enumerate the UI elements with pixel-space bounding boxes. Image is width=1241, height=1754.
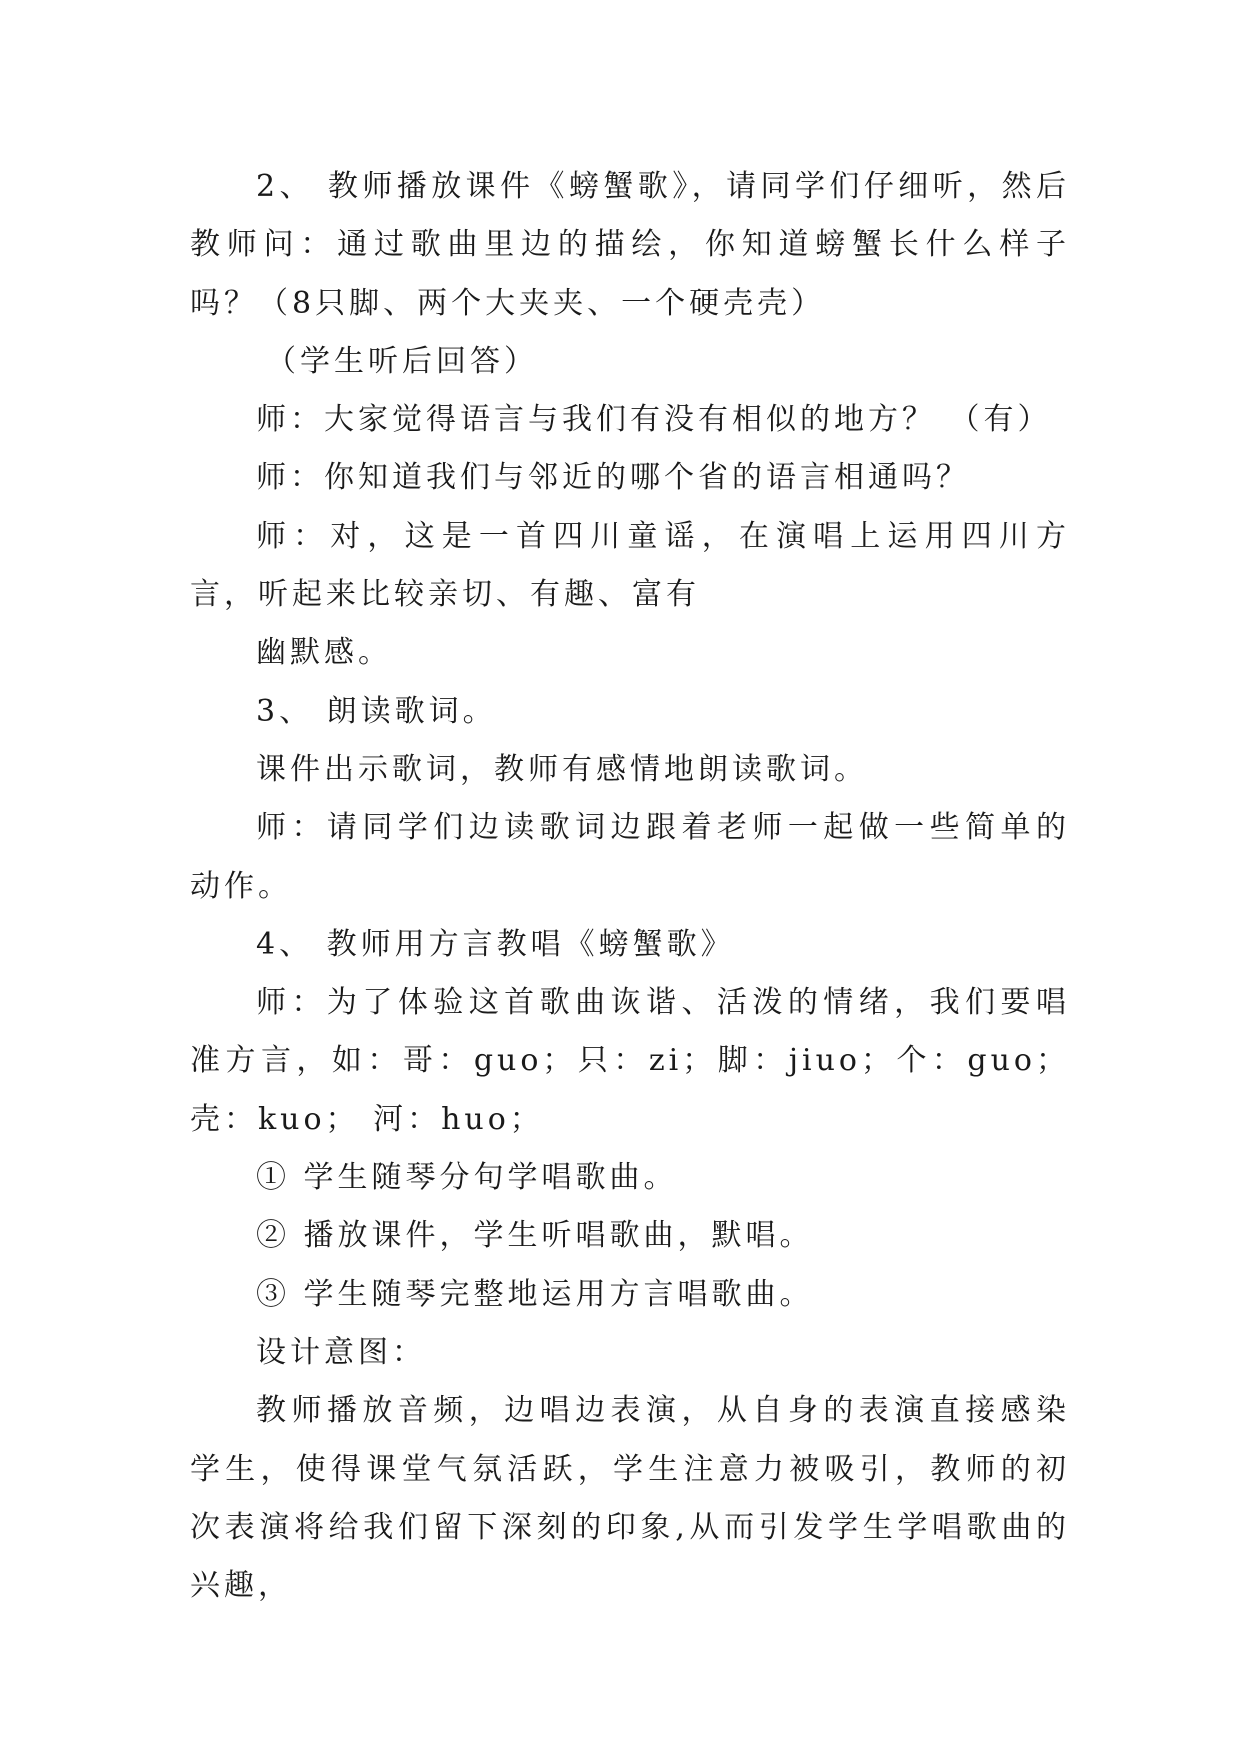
paragraph-teacher-question-1: 师：大家觉得语言与我们有没有相似的地方？ （有） [256,402,1052,438]
document-body [190,158,1070,1615]
paragraph-step-4: 4、 教师用方言教唱《螃蟹歌》 [256,926,735,962]
paragraph-dialect-pronunciation: 师：为了体验这首歌曲诙谐、活泼的情绪，我们要唱准方言，如：哥：guo；只：zi；脚：jiuo；个：guo； 壳：kuo； 河：huo； [190,985,1070,1137]
list-item-3: ③ 学生随琴完整地运用方言唱歌曲。 [256,1276,814,1312]
paragraph-student-answer: （学生听后回答） [266,343,538,379]
list-item-2: ② 播放课件，学生听唱歌曲，默唱。 [256,1218,814,1254]
paragraph-humor: 幽默感。 [256,635,392,671]
paragraph-design-intent: 教师播放音频，边唱边表演，从自身的表演直接感染学生，使得课堂气氛活跃，学生注意力被吸引，教师的初次表演将给我们留下深刻的印象,从而引发学生学唱歌曲的兴趣， [190,1393,1070,1604]
design-intent-heading: 设计意图： [256,1334,426,1370]
paragraph-step-2: 2、 教师播放课件《螃蟹歌》，请同学们仔细听，然后教师问：通过歌曲里边的描绘，你知道螃蟹长什么样子吗？（8只脚、两个大夹夹、一个硬壳壳） [190,169,1070,321]
paragraph-teacher-explanation: 师：对，这是一首四川童谣，在演唱上运用四川方言，听起来比较亲切、有趣、富有 [190,518,1070,613]
list-item-1: ① 学生随琴分句学唱歌曲。 [256,1160,678,1196]
paragraph-teacher-question-2: 师：你知道我们与邻近的哪个省的语言相通吗？ [256,460,970,496]
paragraph-step-3: 3、 朗读歌词。 [256,693,497,729]
paragraph-read-lyrics: 师：请同学们边读歌词边跟着老师一起做一些简单的动作。 [190,810,1070,904]
paragraph-show-lyrics: 课件出示歌词，教师有感情地朗读歌词。 [256,751,868,787]
